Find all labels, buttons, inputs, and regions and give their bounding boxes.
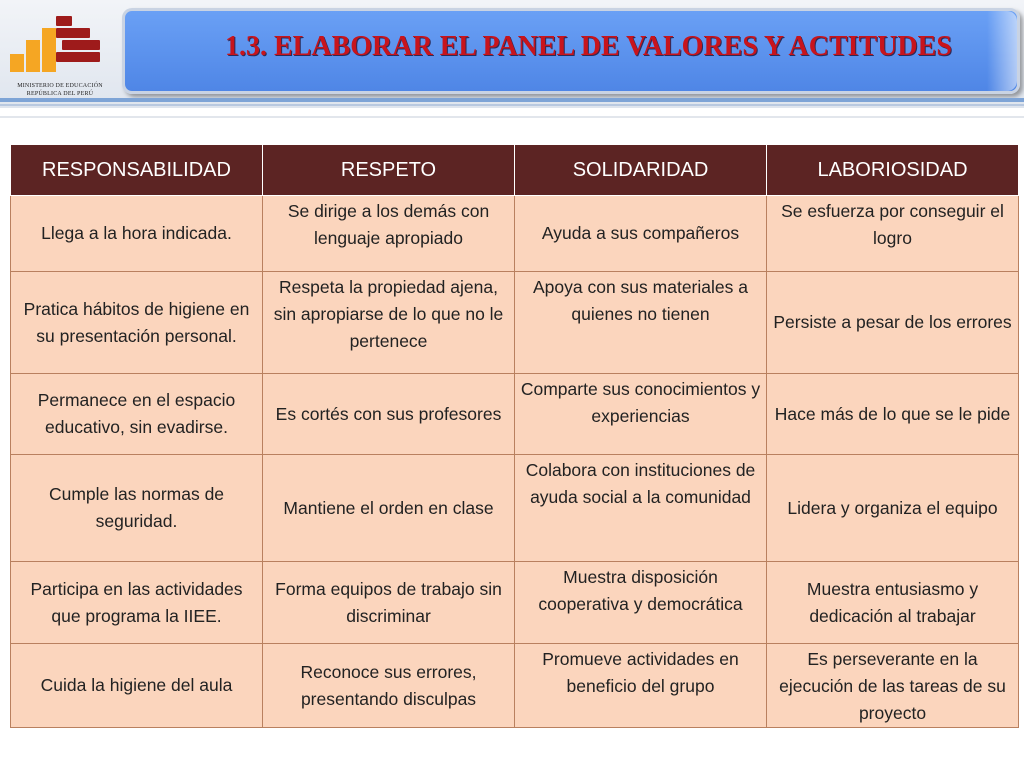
logo-brick bbox=[56, 16, 72, 26]
logo-brick bbox=[56, 28, 90, 38]
table-row bbox=[11, 374, 1019, 455]
table-cell: Hace más de lo que se le pide bbox=[767, 374, 1019, 455]
table-row bbox=[11, 644, 1019, 728]
column-header-respeto: RESPETO bbox=[263, 145, 515, 196]
table-cell: Es perseverante en la ejecución de las tareas de su proyecto bbox=[767, 644, 1019, 728]
table-cell: Forma equipos de trabajo sin discriminar bbox=[263, 562, 515, 644]
table-cell: Se dirige a los demás con lenguaje apropiado bbox=[263, 196, 515, 272]
table-cell: Pratica hábitos de higiene en su presentación personal. bbox=[11, 272, 263, 374]
logo-bar bbox=[10, 54, 24, 72]
table-cell: Llega a la hora indicada. bbox=[11, 196, 263, 272]
header-divider-light bbox=[0, 116, 1024, 118]
table-cell: Reconoce sus errores, presentando disculpas bbox=[263, 644, 515, 728]
header-divider-thin bbox=[0, 104, 1024, 106]
ministry-line-2: REPÚBLICA DEL PERÚ bbox=[26, 91, 94, 97]
table-cell: Participa en las actividades que programa la IIEE. bbox=[11, 562, 263, 644]
logo-brick bbox=[62, 40, 100, 50]
table-cell: Respeta la propiedad ajena, sin apropiarse de lo que no le pertenece bbox=[263, 272, 515, 374]
table-cell: Comparte sus conocimientos y experiencias bbox=[515, 374, 767, 455]
column-header-responsabilidad: RESPONSABILIDAD bbox=[11, 145, 263, 196]
table-cell: Apoya con sus materiales a quienes no tienen bbox=[515, 272, 767, 374]
table-row bbox=[11, 455, 1019, 562]
values-table bbox=[10, 144, 1019, 728]
page-title: 1.3. ELABORAR EL PANEL DE VALORES Y ACTITUDES bbox=[225, 31, 952, 62]
table-cell: Permanece en el espacio educativo, sin evadirse. bbox=[11, 374, 263, 455]
header-band bbox=[0, 0, 1024, 108]
table-row bbox=[11, 196, 1019, 272]
header-divider bbox=[0, 98, 1024, 102]
table-cell: Persiste a pesar de los errores bbox=[767, 272, 1019, 374]
column-header-laboriosidad: LABORIOSIDAD bbox=[767, 145, 1019, 196]
table-cell: Muestra disposición cooperativa y democrática bbox=[515, 562, 767, 644]
logo-brick bbox=[56, 52, 100, 62]
logo-bar bbox=[42, 28, 56, 72]
table-cell: Mantiene el orden en clase bbox=[263, 455, 515, 562]
table-header-row bbox=[11, 145, 1019, 196]
column-header-solidaridad: SOLIDARIDAD bbox=[515, 145, 767, 196]
table-cell: Ayuda a sus compañeros bbox=[515, 196, 767, 272]
table-cell: Se esfuerza por conseguir el logro bbox=[767, 196, 1019, 272]
title-panel-gloss bbox=[987, 11, 1017, 91]
ministry-caption bbox=[4, 82, 116, 98]
table-cell: Cumple las normas de seguridad. bbox=[11, 455, 263, 562]
table-row bbox=[11, 562, 1019, 644]
table-cell: Cuida la higiene del aula bbox=[11, 644, 263, 728]
logo-bar bbox=[26, 40, 40, 72]
table-cell: Es cortés con sus profesores bbox=[263, 374, 515, 455]
title-panel bbox=[122, 8, 1020, 94]
table-row bbox=[11, 272, 1019, 374]
ministry-logo bbox=[4, 12, 116, 97]
ministry-line-1: MINISTERIO DE EDUCACIÓN bbox=[17, 83, 103, 89]
table-cell: Colabora con instituciones de ayuda social a la comunidad bbox=[515, 455, 767, 562]
table-cell: Muestra entusiasmo y dedicación al trabajar bbox=[767, 562, 1019, 644]
table-cell: Lidera y organiza el equipo bbox=[767, 455, 1019, 562]
table-cell: Promueve actividades en beneficio del grupo bbox=[515, 644, 767, 728]
